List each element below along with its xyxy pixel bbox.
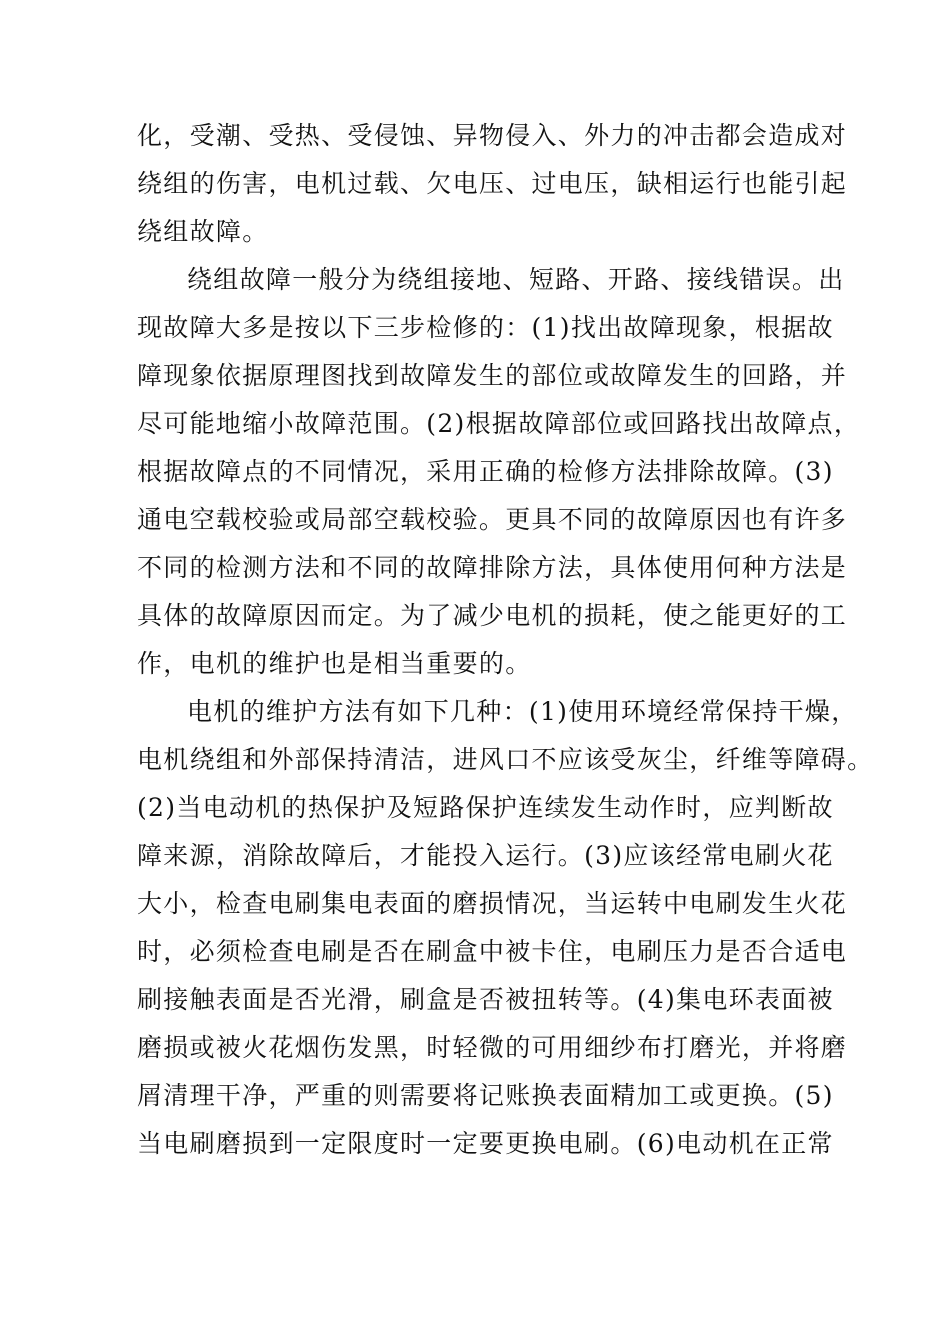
text-line: 绕组故障。 [137,217,269,246]
text-line: 根据故障点的不同情况，采用正确的检修方法排除故障。(3) [137,457,834,486]
paragraph [137,256,861,688]
text-line: 刷接触表面是否光滑，刷盒是否被扭转等。(4)集电环表面被 [137,985,834,1014]
paragraph [137,112,848,256]
text-line: 具体的故障原因而定。为了减少电机的损耗，使之能更好的工 [137,601,848,630]
text-line: 绕组的伤害，电机过载、欠电压、过电压，缺相运行也能引起 [137,169,848,198]
body-text [137,112,874,1168]
text-line: (2)当电动机的热保护及短路保护连续发生动作时，应判断故 [137,793,834,822]
text-line: 绕组故障一般分为绕组接地、短路、开路、接线错误。出 [187,265,845,294]
text-line: 障来源，消除故障后，才能投入运行。(3)应该经常电刷火花 [137,841,834,870]
text-line: 尽可能地缩小故障范围。(2)根据故障部位或回路找出故障点， [137,409,861,438]
text-line: 屑清理干净，严重的则需要将记账换表面精加工或更换。(5) [137,1081,834,1110]
text-line: 通电空载校验或局部空载校验。更具不同的故障原因也有许多 [137,505,848,534]
text-line: 时，必须检查电刷是否在刷盒中被卡住，电刷压力是否合适电 [137,937,848,966]
text-line: 化，受潮、受热、受侵蚀、异物侵入、外力的冲击都会造成对 [137,121,848,150]
paragraph [137,688,874,1168]
text-line: 障现象依据原理图找到故障发生的部位或故障发生的回路，并 [137,361,848,390]
text-line: 作，电机的维护也是相当重要的。 [137,649,532,678]
text-line: 不同的检测方法和不同的故障排除方法，具体使用何种方法是 [137,553,848,582]
text-line: 现故障大多是按以下三步检修的：(1)找出故障现象，根据故 [137,313,834,342]
text-line: 当电刷磨损到一定限度时一定要更换电刷。(6)电动机在正常 [137,1129,834,1158]
text-line: 大小，检查电刷集电表面的磨损情况，当运转中电刷发生火花 [137,889,848,918]
text-line: 电机绕组和外部保持清洁，进风口不应该受灰尘，纤维等障碍。 [137,745,874,774]
text-line: 磨损或被火花烟伤发黑，时轻微的可用细纱布打磨光，并将磨 [137,1033,848,1062]
text-line: 电机的维护方法有如下几种：(1)使用环境经常保持干燥， [187,697,858,726]
